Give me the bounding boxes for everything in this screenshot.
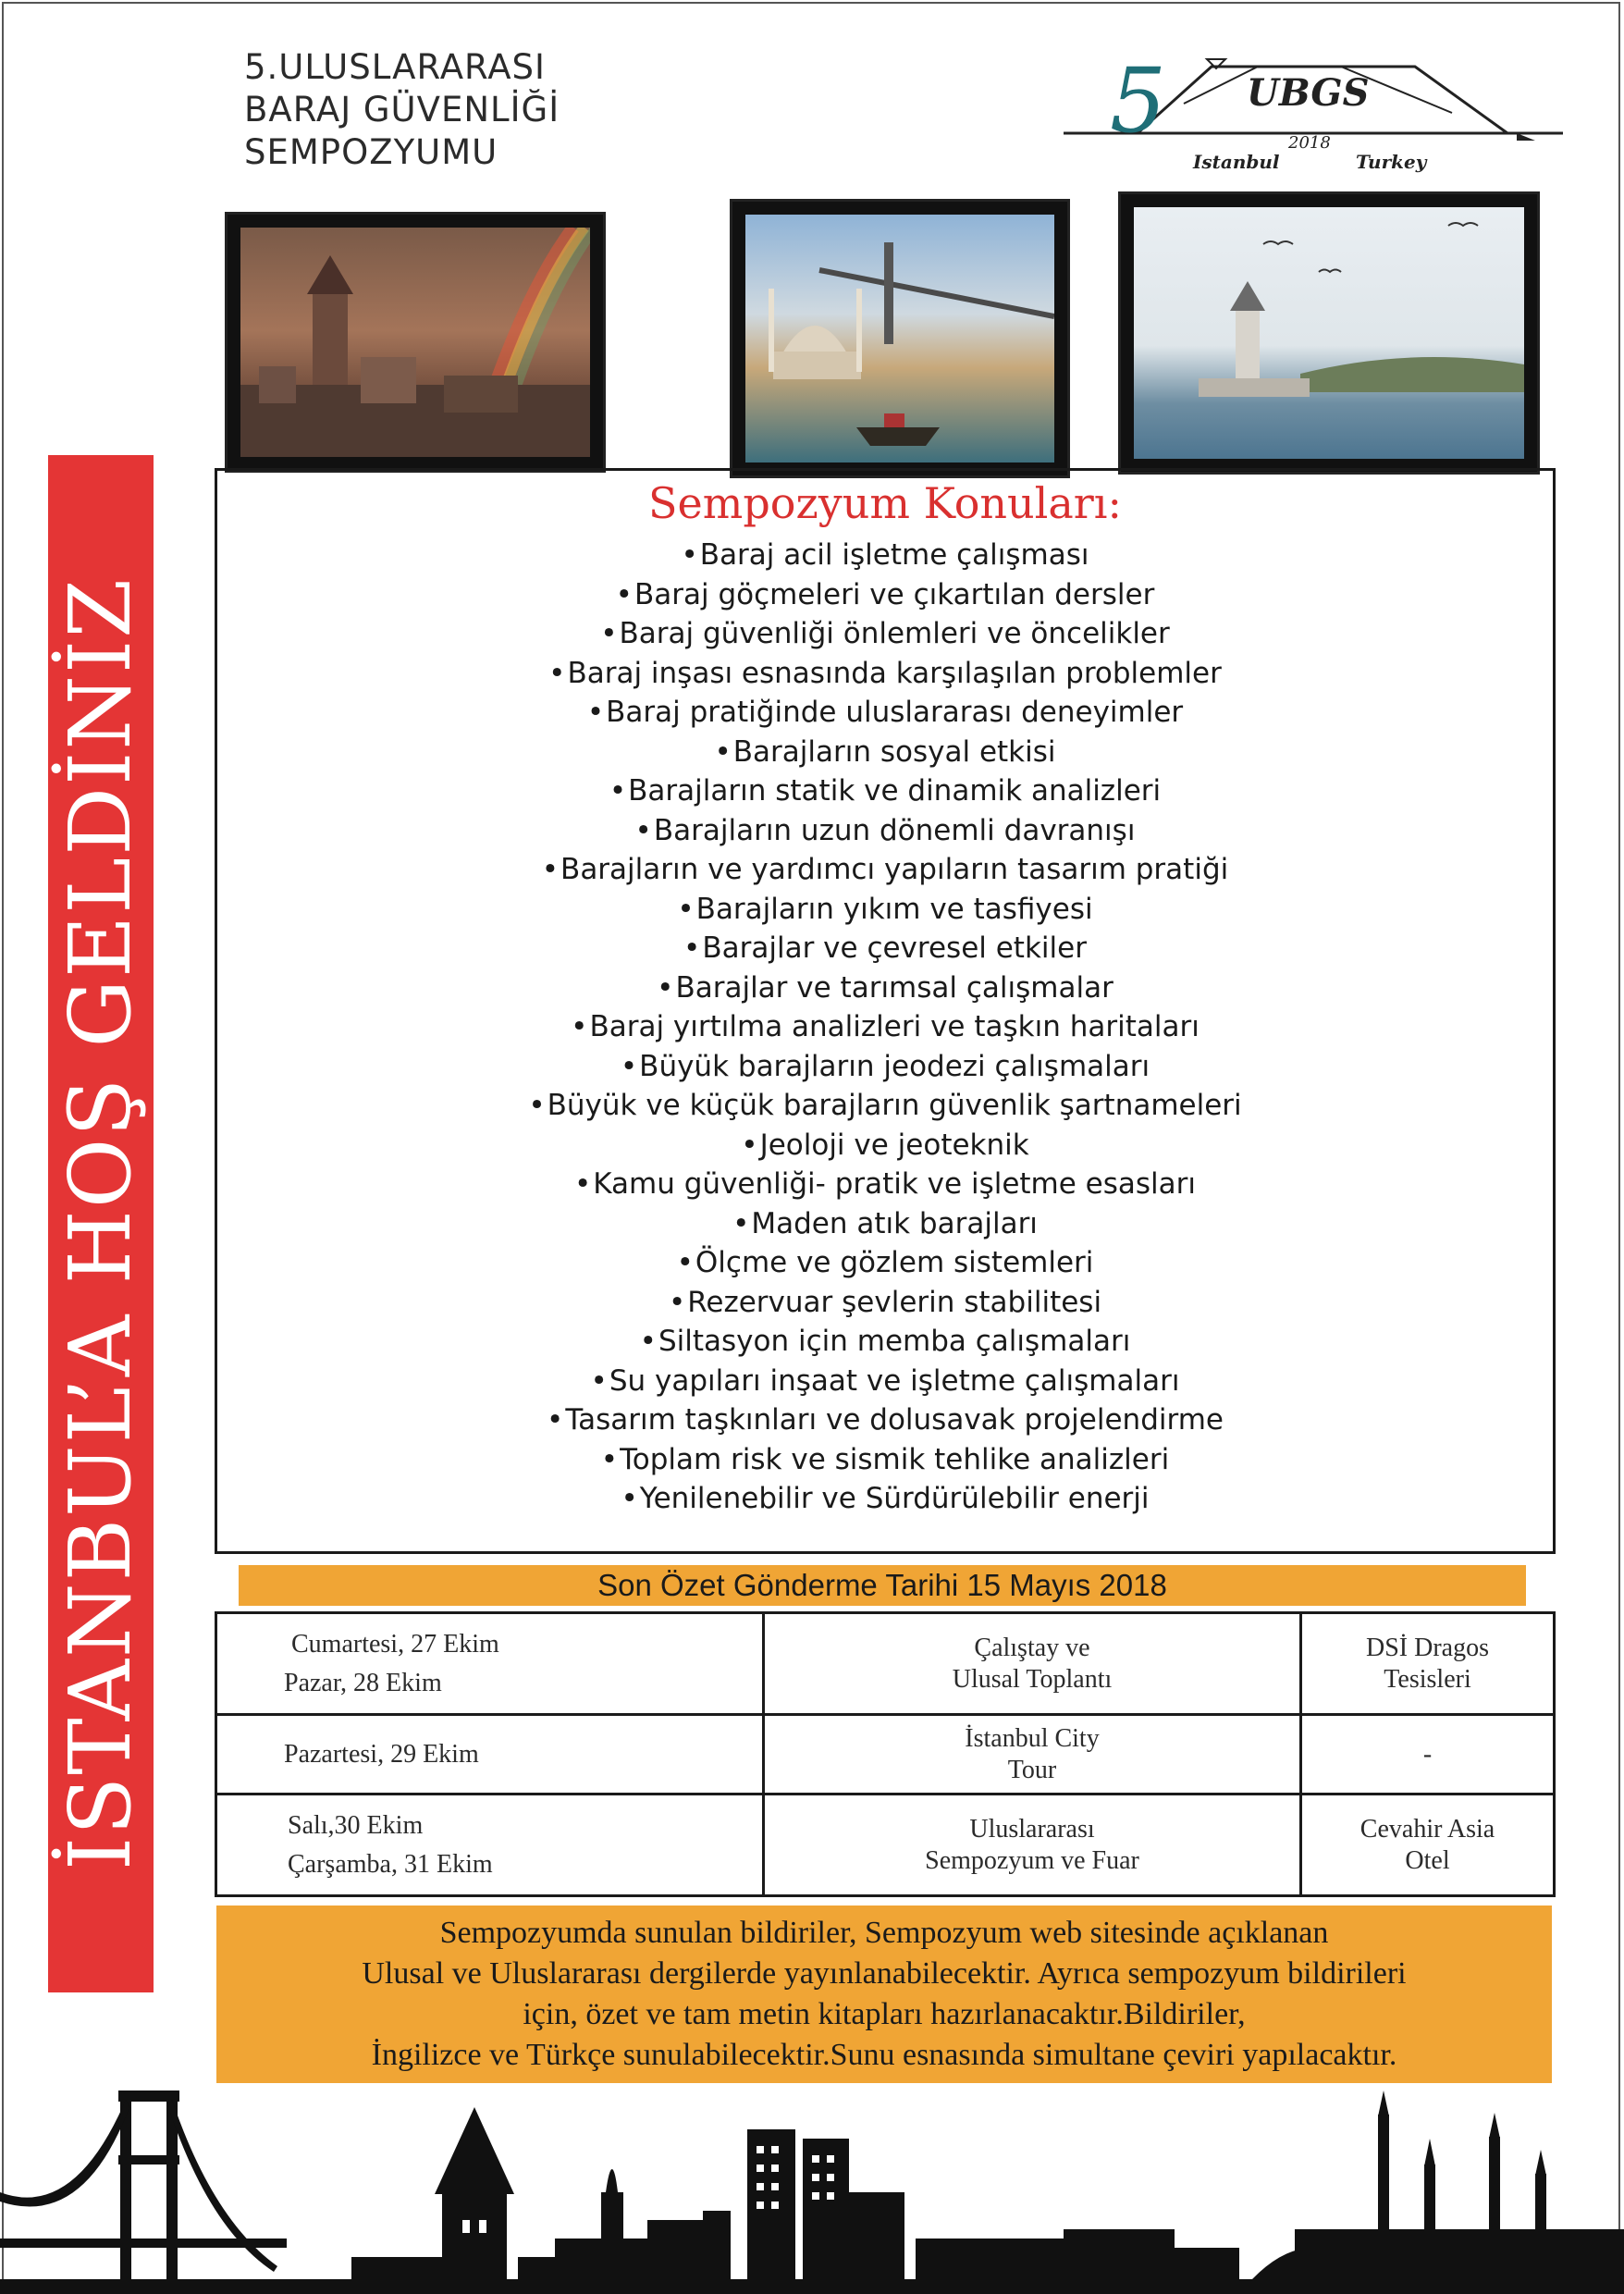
day-label: Çarşamba, 31 Ekim: [288, 1849, 493, 1879]
list-item: • Baraj inşası esnasında karşılaşılan problemler: [217, 654, 1553, 694]
list-item: • Baraj pratiğinde uluslararası deneyimler: [217, 693, 1553, 733]
list-item: • Barajların ve yardımcı yapıların tasarım pratiği: [217, 850, 1553, 890]
title-line: SEMPOZYUMU: [244, 132, 498, 172]
title-line: BARAJ GÜVENLİĞİ: [244, 90, 560, 130]
event-cell: [764, 1613, 1301, 1715]
maidens-tower-photo: [1121, 194, 1537, 472]
list-item: • Su yapıları inşaat ve işletme çalışmaları: [217, 1362, 1553, 1401]
event-label: Tour: [1007, 1755, 1057, 1784]
day-label: Pazar, 28 Ekim: [284, 1668, 442, 1697]
table-row: [216, 1715, 1555, 1794]
list-item: • Yenilenebilir ve Sürdürülebilir enerji: [217, 1479, 1553, 1519]
list-item: • Büyük barajların jeodezi çalışmaları: [217, 1047, 1553, 1087]
location-label: Otel: [1405, 1845, 1450, 1875]
day-label: Salı,30 Ekim: [288, 1810, 424, 1840]
day-cell: [216, 1613, 764, 1715]
logo-number: 5: [1110, 49, 1167, 153]
logo-country: Turkey: [1356, 151, 1427, 173]
istanbul-skyline-silhouette: [0, 2081, 1624, 2294]
ubgs-logo: [1064, 48, 1563, 196]
note-line: İngilizce ve Türkçe sunulabilecektir.Sunu esnasında simultane çeviri yapılacaktır.: [371, 2038, 1397, 2072]
list-item: • Ölçme ve gözlem sistemleri: [217, 1243, 1553, 1283]
location-label: -: [1422, 1739, 1433, 1769]
event-label: Çalıştay ve: [974, 1633, 1090, 1662]
list-item: • Jeoloji ve jeoteknik: [217, 1126, 1553, 1166]
event-cell: [764, 1715, 1301, 1794]
list-item: • Baraj yırtılma analizleri ve taşkın haritaları: [217, 1007, 1553, 1047]
day-cell: [216, 1794, 764, 1896]
list-item: • Barajlar ve tarımsal çalışmalar: [217, 968, 1553, 1008]
welcome-text: İSTANBUL’A HOŞ GELDİNİZ: [51, 576, 150, 1871]
logo-city: Istanbul: [1193, 151, 1280, 173]
location-cell: [1301, 1715, 1555, 1794]
note-line: Sempozyumda sunulan bildiriler, Sempozyum web sitesinde açıklanan: [439, 1916, 1329, 1950]
ortakoy-mosque-bridge-photo: [732, 202, 1067, 475]
note-line: için, özet ve tam metin kitapları hazırlanacaktır.Bildiriler,: [523, 1997, 1246, 2031]
day-cell: [216, 1715, 764, 1794]
symposium-title: [244, 46, 633, 174]
event-label: Ulusal Toplantı: [952, 1664, 1113, 1694]
list-item: • Barajların yıkım ve tasfiyesi: [217, 890, 1553, 930]
schedule-table: [215, 1611, 1556, 1897]
event-label: Uluslararası: [969, 1814, 1095, 1844]
table-row: [216, 1794, 1555, 1896]
location-label: Cevahir Asia: [1359, 1814, 1495, 1844]
event-cell: [764, 1794, 1301, 1896]
logo-name: UBGS: [1247, 71, 1370, 115]
list-item: • Rezervuar şevlerin stabilitesi: [217, 1283, 1553, 1323]
event-label: Sempozyum ve Fuar: [925, 1845, 1139, 1875]
list-item: • Barajlar ve çevresel etkiler: [217, 929, 1553, 968]
note-line: Ulusal ve Uluslararası dergilerde yayınlanabilecektir. Ayrıca sempozyum bildirileri: [362, 1956, 1407, 1991]
list-item: • Siltasyon için memba çalışmaları: [217, 1322, 1553, 1362]
galata-tower-rainbow-photo: [228, 215, 603, 470]
day-label: Cumartesi, 27 Ekim: [291, 1629, 499, 1659]
list-item: • Barajların sosyal etkisi: [217, 733, 1553, 772]
list-item: • Baraj göçmeleri ve çıkartılan dersler: [217, 575, 1553, 615]
list-item: • Toplam risk ve sismik tehlike analizleri: [217, 1440, 1553, 1480]
day-label: Pazartesi, 29 Ekim: [284, 1739, 479, 1769]
list-item: • Büyük ve küçük barajların güvenlik şartnameleri: [217, 1086, 1553, 1126]
location-label: Tesisleri: [1384, 1664, 1471, 1694]
logo-year: 2018: [1288, 133, 1331, 153]
location-cell: [1301, 1794, 1555, 1896]
list-item: • Baraj güvenliği önlemleri ve öncelikler: [217, 614, 1553, 654]
topics-box: [215, 468, 1556, 1554]
location-cell: [1301, 1613, 1555, 1715]
publication-note: [216, 1906, 1552, 2083]
topics-title: Sempozyum Konuları:: [648, 478, 1122, 528]
table-row: [216, 1613, 1555, 1715]
list-item: • Tasarım taşkınları ve dolusavak projelendirme: [217, 1400, 1553, 1440]
topics-list: [217, 536, 1553, 1519]
location-label: DSİ Dragos: [1366, 1633, 1489, 1662]
title-line: 5.ULUSLARARASI: [244, 47, 546, 87]
list-item: • Baraj acil işletme çalışması: [217, 536, 1553, 575]
list-item: • Barajların uzun dönemli davranışı: [217, 811, 1553, 851]
deadline-banner: Son Özet Gönderme Tarihi 15 Mayıs 2018: [239, 1565, 1526, 1606]
list-item: • Maden atık barajları: [217, 1204, 1553, 1244]
list-item: • Kamu güvenliği- pratik ve işletme esasları: [217, 1165, 1553, 1204]
event-label: İstanbul City: [965, 1723, 1100, 1753]
list-item: • Barajların statik ve dinamik analizleri: [217, 771, 1553, 811]
